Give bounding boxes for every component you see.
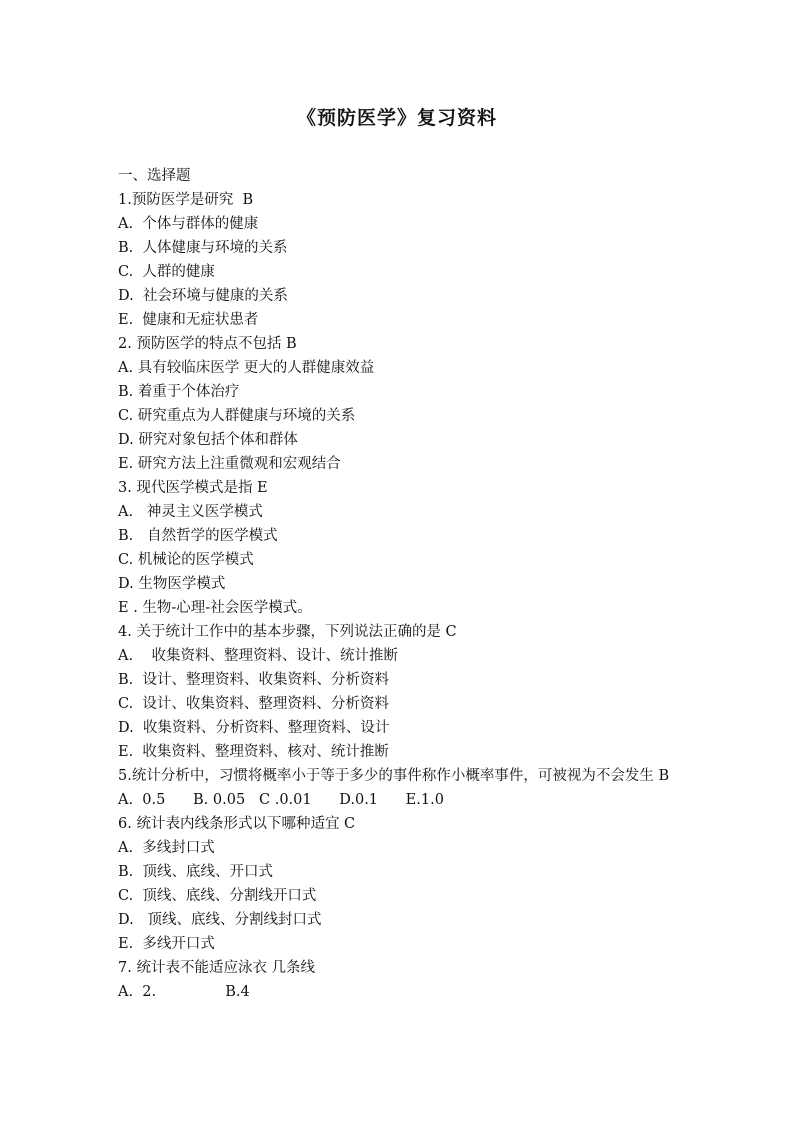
question-5-options: A. 0.5 B. 0.05 C .0.01 D.0.1 E.1.0 xyxy=(118,792,444,808)
question-7-options: A. 2. B.4 xyxy=(118,984,250,1000)
question-1: 1.预防医学是研究 B xyxy=(118,192,254,208)
question-3-option-e: E . 生物-心理-社会医学模式。 xyxy=(118,600,312,616)
question-2-option-c: C. 研究重点为人群健康与环境的关系 xyxy=(118,408,356,424)
question-4-option-e: E. 收集资料、整理资料、核对、统计推断 xyxy=(118,744,389,760)
question-6-option-b: B. 顶线、底线、开口式 xyxy=(118,864,273,880)
question-2: 2. 预防医学的特点不包括 B xyxy=(118,336,297,352)
question-6-option-e: E. 多线开口式 xyxy=(118,936,215,952)
question-2-option-b: B. 着重于个体治疗 xyxy=(118,384,240,400)
question-3-option-b: B. 自然哲学的医学模式 xyxy=(118,528,278,544)
question-1-option-b: B. 人体健康与环境的关系 xyxy=(118,240,288,256)
question-6-option-a: A. 多线封口式 xyxy=(118,840,215,856)
question-7: 7. 统计表不能适应泳衣 几条线 xyxy=(118,960,316,976)
question-1-option-e: E. 健康和无症状患者 xyxy=(118,312,259,328)
question-3: 3. 现代医学模式是指 E xyxy=(118,480,268,496)
document-body xyxy=(118,164,684,1004)
question-2-option-d: D. 研究对象包括个体和群体 xyxy=(118,432,298,448)
question-6: 6. 统计表内线条形式以下哪种适宜 C xyxy=(118,816,356,832)
document-title: 《预防医学》复习资料 xyxy=(296,107,497,129)
question-6-option-d: D. 顶线、底线、分割线封口式 xyxy=(118,912,322,928)
question-1-option-d: D. 社会环境与健康的关系 xyxy=(118,288,288,304)
question-4-option-d: D. 收集资料、分析资料、整理资料、设计 xyxy=(118,720,390,736)
question-5: 5.统计分析中，习惯将概率小于等于多少的事件称作小概率事件，可被视为不会发生 B xyxy=(118,768,670,784)
question-4-option-c: C. 设计、收集资料、整理资料、分析资料 xyxy=(118,696,389,712)
question-2-option-e: E. 研究方法上注重微观和宏观结合 xyxy=(118,456,341,472)
question-1-option-c: C. 人群的健康 xyxy=(118,264,215,280)
question-6-option-c: C. 顶线、底线、分割线开口式 xyxy=(118,888,317,904)
question-3-option-c: C. 机械论的医学模式 xyxy=(118,552,254,568)
section-heading: 一、选择题 xyxy=(118,168,191,184)
question-4: 4. 关于统计工作中的基本步骤，下列说法正确的是 C xyxy=(118,624,457,640)
question-4-option-b: B. 设计、整理资料、收集资料、分析资料 xyxy=(118,672,389,688)
question-2-option-a: A. 具有较临床医学 更大的人群健康效益 xyxy=(118,360,375,376)
question-3-option-a: A. 神灵主义医学模式 xyxy=(118,504,263,520)
question-4-option-a: A. 收集资料、整理资料、设计、统计推断 xyxy=(118,648,399,664)
question-1-option-a: A. 个体与群体的健康 xyxy=(118,216,259,232)
question-3-option-d: D. 生物医学模式 xyxy=(118,576,226,592)
